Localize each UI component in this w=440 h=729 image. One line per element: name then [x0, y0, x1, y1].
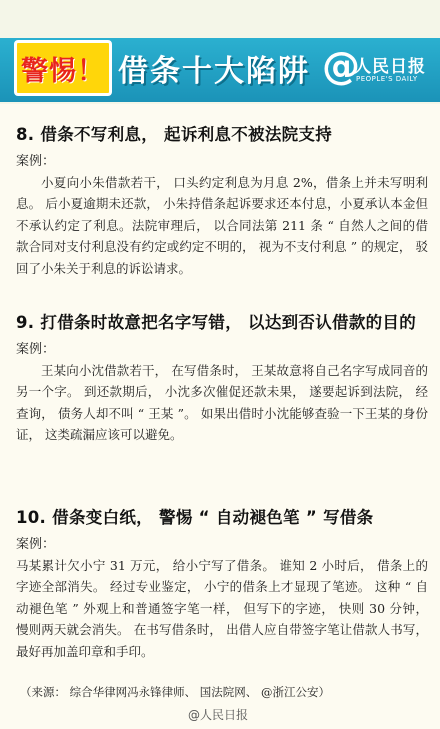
- source-credit: （来源： 综合华律网冯永锋律师、 国法院网、 @浙江公安）: [20, 685, 330, 699]
- page-title: 借条十大陷阱: [118, 54, 310, 89]
- section-8: [16, 122, 428, 279]
- header-banner: [0, 0, 440, 104]
- case-paragraph: 小夏向小朱借款若干， 口头约定利息为月息 2%，借条上并未写明利息。 后小夏逾期未还款， 小朱持借条起诉要求还本付息，小夏承认本金但不承认约定了利息。法院审理后， 以合同法第 211 条 “ 自然人之间的借款合同对支付利息没有约定或约定不明的， 视为不支付利息 ” 的规定， 驳回了小朱关于利息的诉讼请求。: [16, 175, 428, 276]
- section-10: [16, 505, 428, 662]
- logo-name: 人民日报: [354, 57, 426, 77]
- logo-at-sign: @: [322, 44, 360, 88]
- section-heading: 10. 借条变白纸， 警惕 “ 自动褪色笔 ” 写借条: [16, 508, 374, 527]
- section-heading: 9. 打借条时故意把名字写错， 以达到否认借款的目的: [16, 313, 417, 332]
- logo-english: PEOPLE'S DAILY: [356, 75, 418, 83]
- badge-text: 警惕！: [21, 55, 105, 87]
- case-paragraph: 王某向小沈借款若干， 在写借条时， 王某故意将自己名字写成同音的另一个字。 到还款期后， 小沈多次催促还款未果， 遂要起诉到法院， 经查询， 债务人却不叫 “ 王某 ”。 如果出借时小沈能够查验一下王某的身份证， 这类疏漏应该可以避免。: [16, 363, 428, 443]
- weibo-watermark: @人民日报: [188, 708, 249, 722]
- case-label: 案例：: [16, 342, 56, 357]
- peoples-daily-logo: [322, 44, 436, 94]
- section-9: [16, 310, 428, 446]
- section-heading: 8. 借条不写利息， 起诉利息不被法院支持: [16, 125, 333, 144]
- case-paragraph: 马某累计欠小宁 31 万元， 给小宁写了借条。 谁知 2 小时后， 借条上的字迹全部消失。 经过专业鉴定， 小宁的借条上才显现了笔迹。 这种 “ 自动褪色笔 ” 外观上和普通签字笔一样， 但写下的字迹， 快则 30 分钟， 慢则两天就会消失。 在书写借条时， 出借人应自带签字笔让借款人书写， 最好再加盖印章和手印。: [16, 558, 428, 659]
- warning-badge: [14, 40, 112, 96]
- case-label: 案例：: [16, 537, 56, 552]
- case-label: 案例：: [16, 154, 56, 169]
